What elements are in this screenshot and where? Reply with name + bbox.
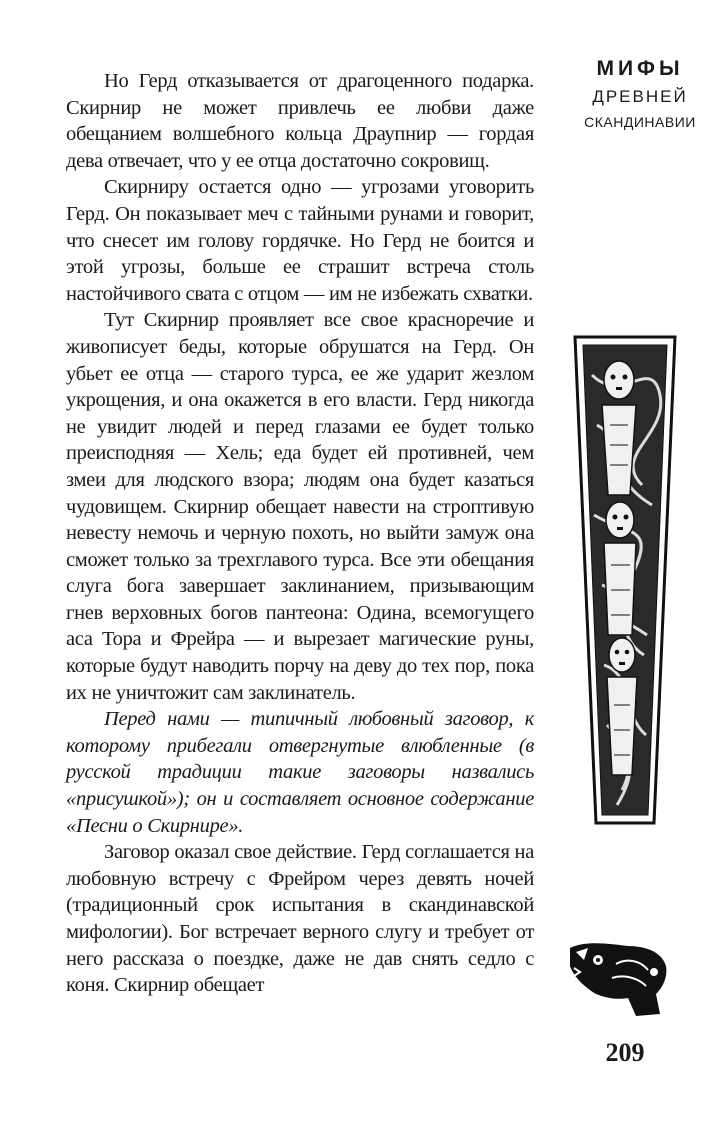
running-header bbox=[560, 54, 720, 134]
header-line-3: СКАНДИНАВИИ bbox=[584, 114, 696, 130]
header-line-1: МИФЫ bbox=[596, 57, 684, 80]
paragraph-3: Тут Скирнир проявляет все свое красноречие и живописует беды, которые обрушатся на Герд. Он убьет ее отца — старого турса, ее же ударит жезлом укрощения, и она окажется в его власти. Герд никогда не увидит людей и перед глазами ее будет только преисподняя — Хель; еда будет ей противней, чем змеи для людского взора; людям она будет казаться чудовищем. Скирнир обещает навести на строптивую невесту немочь и черную похоть, но выйти замуж она сможет только за трехглавого турса. Все эти обещания слуга бога завершает заклинанием, призывающим гнев верховных богов пантеона: Одина, всемогущего аса Тора и Фрейра — и вырезает магические руны, которые будут наводить порчу на деву до тех пор, пока их не уничтожит сам заклинатель. bbox=[66, 309, 534, 704]
page-number: 209 bbox=[605, 1038, 645, 1067]
beast-head-icon bbox=[566, 938, 670, 1020]
carved-panel-figures-icon bbox=[572, 335, 678, 825]
paragraph-4-italic: Перед нами — типичный любовный заговор, к которому прибегали отвергнутые влюбленные (в русской традиции такие заговоры назвались «присушкой»); он и составляет основное содержание «Песни о Скирнире». bbox=[66, 708, 534, 837]
header-line-2: ДРЕВНЕЙ bbox=[592, 87, 688, 106]
main-text bbox=[66, 68, 534, 999]
paragraph-2: Скирниру остается одно — угрозами уговорить Герд. Он показывает меч с тайными рунами и говорит, что снесет им голову гордячке. Но Герд не боится и этой угрозы, больше ее страшит встреча столь настойчивого свата с отцом — им не избежать схватки. bbox=[66, 176, 534, 305]
paragraph-1: Но Герд отказывается от драгоценного подарка. Скирнир не может привлечь ее любви даже обещанием волшебного кольца Драупнир — гордая дева отвечает, что у ее отца достаточно сокровищ. bbox=[66, 70, 534, 172]
paragraph-5: Заговор оказал свое действие. Герд соглашается на любовную встречу с Фрейром через девять ночей (традиционный срок испытания в скандинавской мифологии). Бог встречает верного слугу и требует от него рассказа о поездке, даже не дав снять седло с коня. Скирнир обещает bbox=[66, 841, 534, 997]
